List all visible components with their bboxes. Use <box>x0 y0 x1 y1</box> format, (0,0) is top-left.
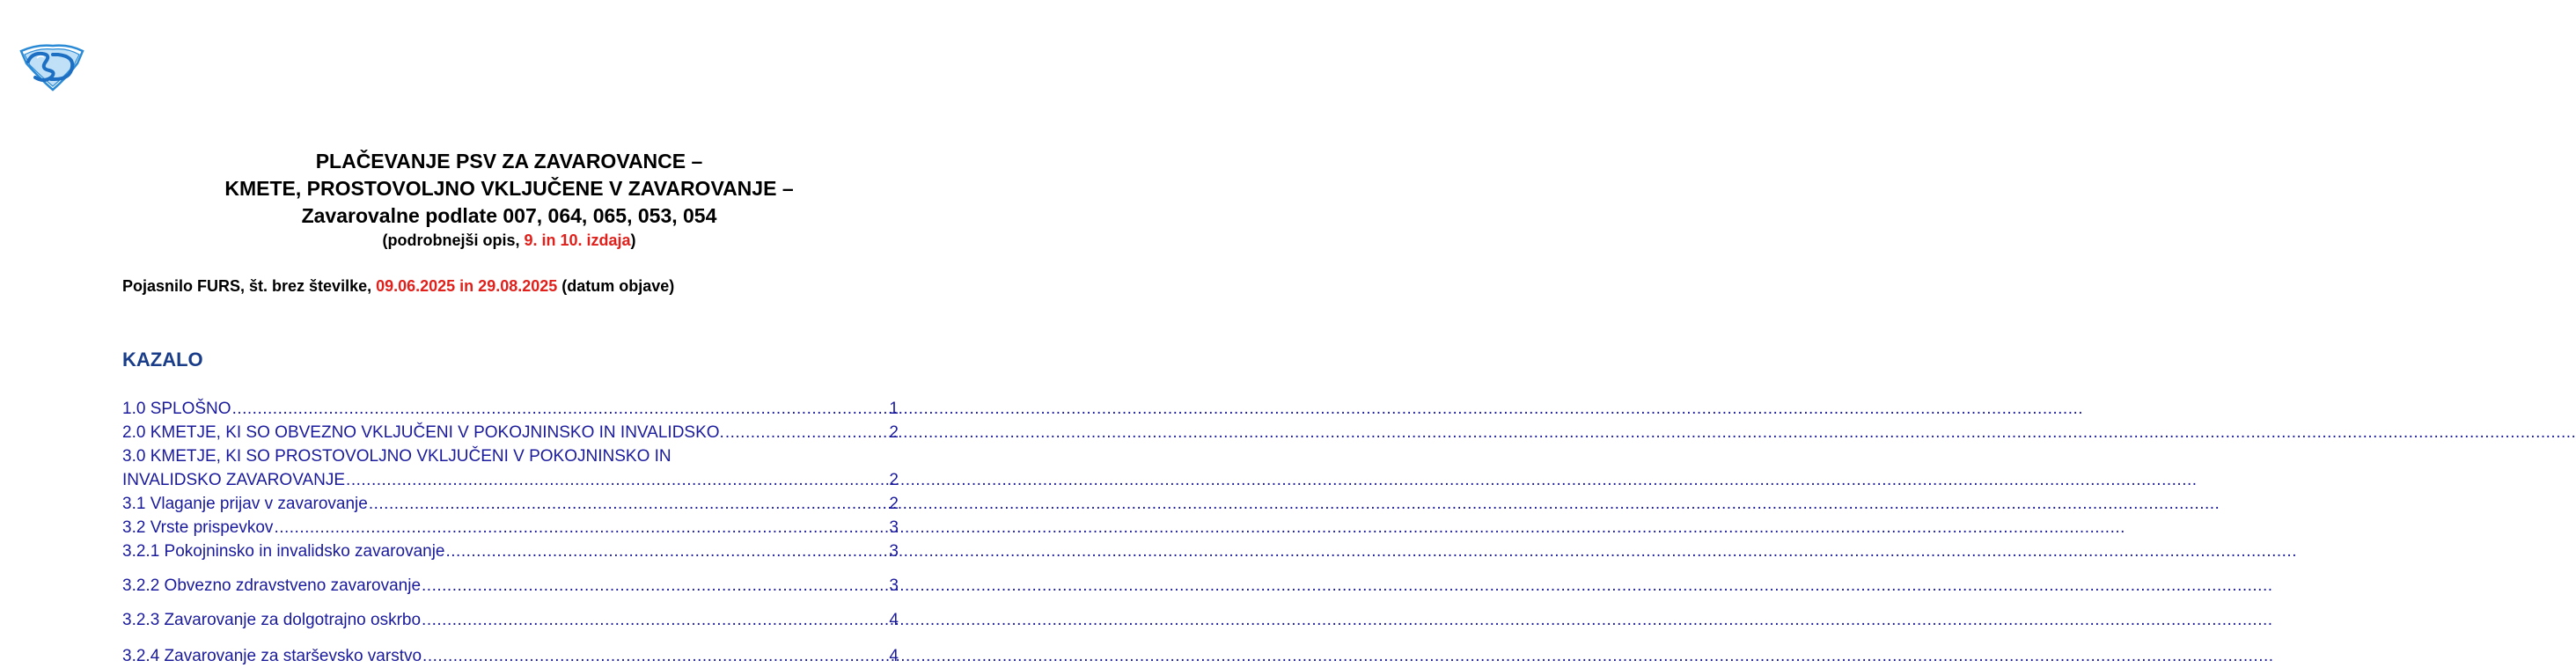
title-line-1: PLAČEVANJE PSV ZA ZAVAROVANCE – <box>315 150 703 173</box>
toc-entry-text: 3.1 Vlaganje prijav v zavarovanje <box>122 495 368 513</box>
toc-page-number: 3 <box>889 542 899 561</box>
toc-page-number: 2 <box>889 495 899 513</box>
toc-leader <box>369 492 889 516</box>
toc-entry-obvezno[interactable] <box>122 421 899 444</box>
subtitle-edition: 9. in 10. izdaja <box>524 231 631 249</box>
toc-page-number: 3 <box>889 576 899 595</box>
toc-entry-zdravstveno[interactable] <box>122 574 899 598</box>
title-line-2: KMETE, PROSTOVOLJNO VKLJUČENE V ZAVAROVANJE – <box>224 177 794 200</box>
toc-entry-pokojninsko[interactable] <box>122 540 899 563</box>
toc-page-number: 4 <box>889 647 899 665</box>
explanation-prefix: Pojasnilo FURS, št. brez številke, <box>122 277 377 295</box>
toc-page-number: 2 <box>889 471 899 489</box>
toc-page-number: 3 <box>889 518 899 537</box>
document-title <box>0 148 1018 252</box>
toc-entry-text: 3.2.1 Pokojninsko in invalidsko zavarovanje <box>122 542 445 561</box>
toc-page-number: 4 <box>889 611 899 629</box>
toc-leader <box>422 574 888 598</box>
toc-leader <box>274 516 888 540</box>
toc-leader <box>422 644 888 668</box>
toc-entry-splosno[interactable] <box>122 397 899 421</box>
subtitle-prefix: (podrobnejši opis, <box>382 231 525 249</box>
toc-entry-text: 3.2 Vrste prispevkov <box>122 518 274 537</box>
toc-leader <box>232 397 889 421</box>
toc-leader <box>422 608 888 632</box>
title-line-3: Zavarovalne podlate 007, 064, 065, 053, 054 <box>301 204 717 227</box>
toc-entry-text: 3.2.4 Zavarovanje za starševsko varstvo <box>122 647 422 665</box>
toc-leader <box>725 421 889 444</box>
toc-heading: KAZALO <box>122 349 203 371</box>
toc-entry-prostovoljno-cont[interactable] <box>122 468 899 492</box>
toc-entry-cutoff-wrapper <box>122 647 899 665</box>
toc-entry-text: 3.2.2 Obvezno zdravstveno zavarovanje <box>122 576 422 595</box>
toc-page-number: 2 <box>889 423 899 442</box>
toc-entry-starsevsko[interactable] <box>122 644 899 668</box>
zpiz-logo-icon <box>19 42 84 92</box>
toc-entry-text: 1.0 SPLOŠNO <box>122 400 231 418</box>
toc-entry-text: INVALIDSKO ZAVAROVANJE <box>122 471 346 489</box>
explanation-dates: 09.06.2025 in 29.08.2025 <box>376 277 558 295</box>
toc-entry-dolgotrajno[interactable] <box>122 608 899 632</box>
toc-entry-text: 2.0 KMETJE, KI SO OBVEZNO VKLJUČENI V POKOJNINSKO IN INVALIDSKO. <box>122 423 724 442</box>
explanation-suffix: (datum objave) <box>557 277 675 295</box>
furs-explanation <box>122 275 674 297</box>
toc-leader <box>446 540 889 563</box>
toc-entry-prostovoljno[interactable] <box>122 444 899 468</box>
toc-entry-vrste[interactable] <box>122 516 899 540</box>
table-of-contents <box>122 397 899 632</box>
title-subtitle <box>0 230 1018 252</box>
toc-entry-text: 3.0 KMETJE, KI SO PROSTOVOLJNO VKLJUČENI V POKOJNINSKO IN <box>122 447 672 466</box>
subtitle-suffix: ) <box>630 231 636 249</box>
toc-page-number: 1 <box>889 400 899 418</box>
toc-entry-vlaganje[interactable] <box>122 492 899 516</box>
toc-entry-text: 3.2.3 Zavarovanje za dolgotrajno oskrbo <box>122 611 422 629</box>
toc-leader <box>346 468 888 492</box>
